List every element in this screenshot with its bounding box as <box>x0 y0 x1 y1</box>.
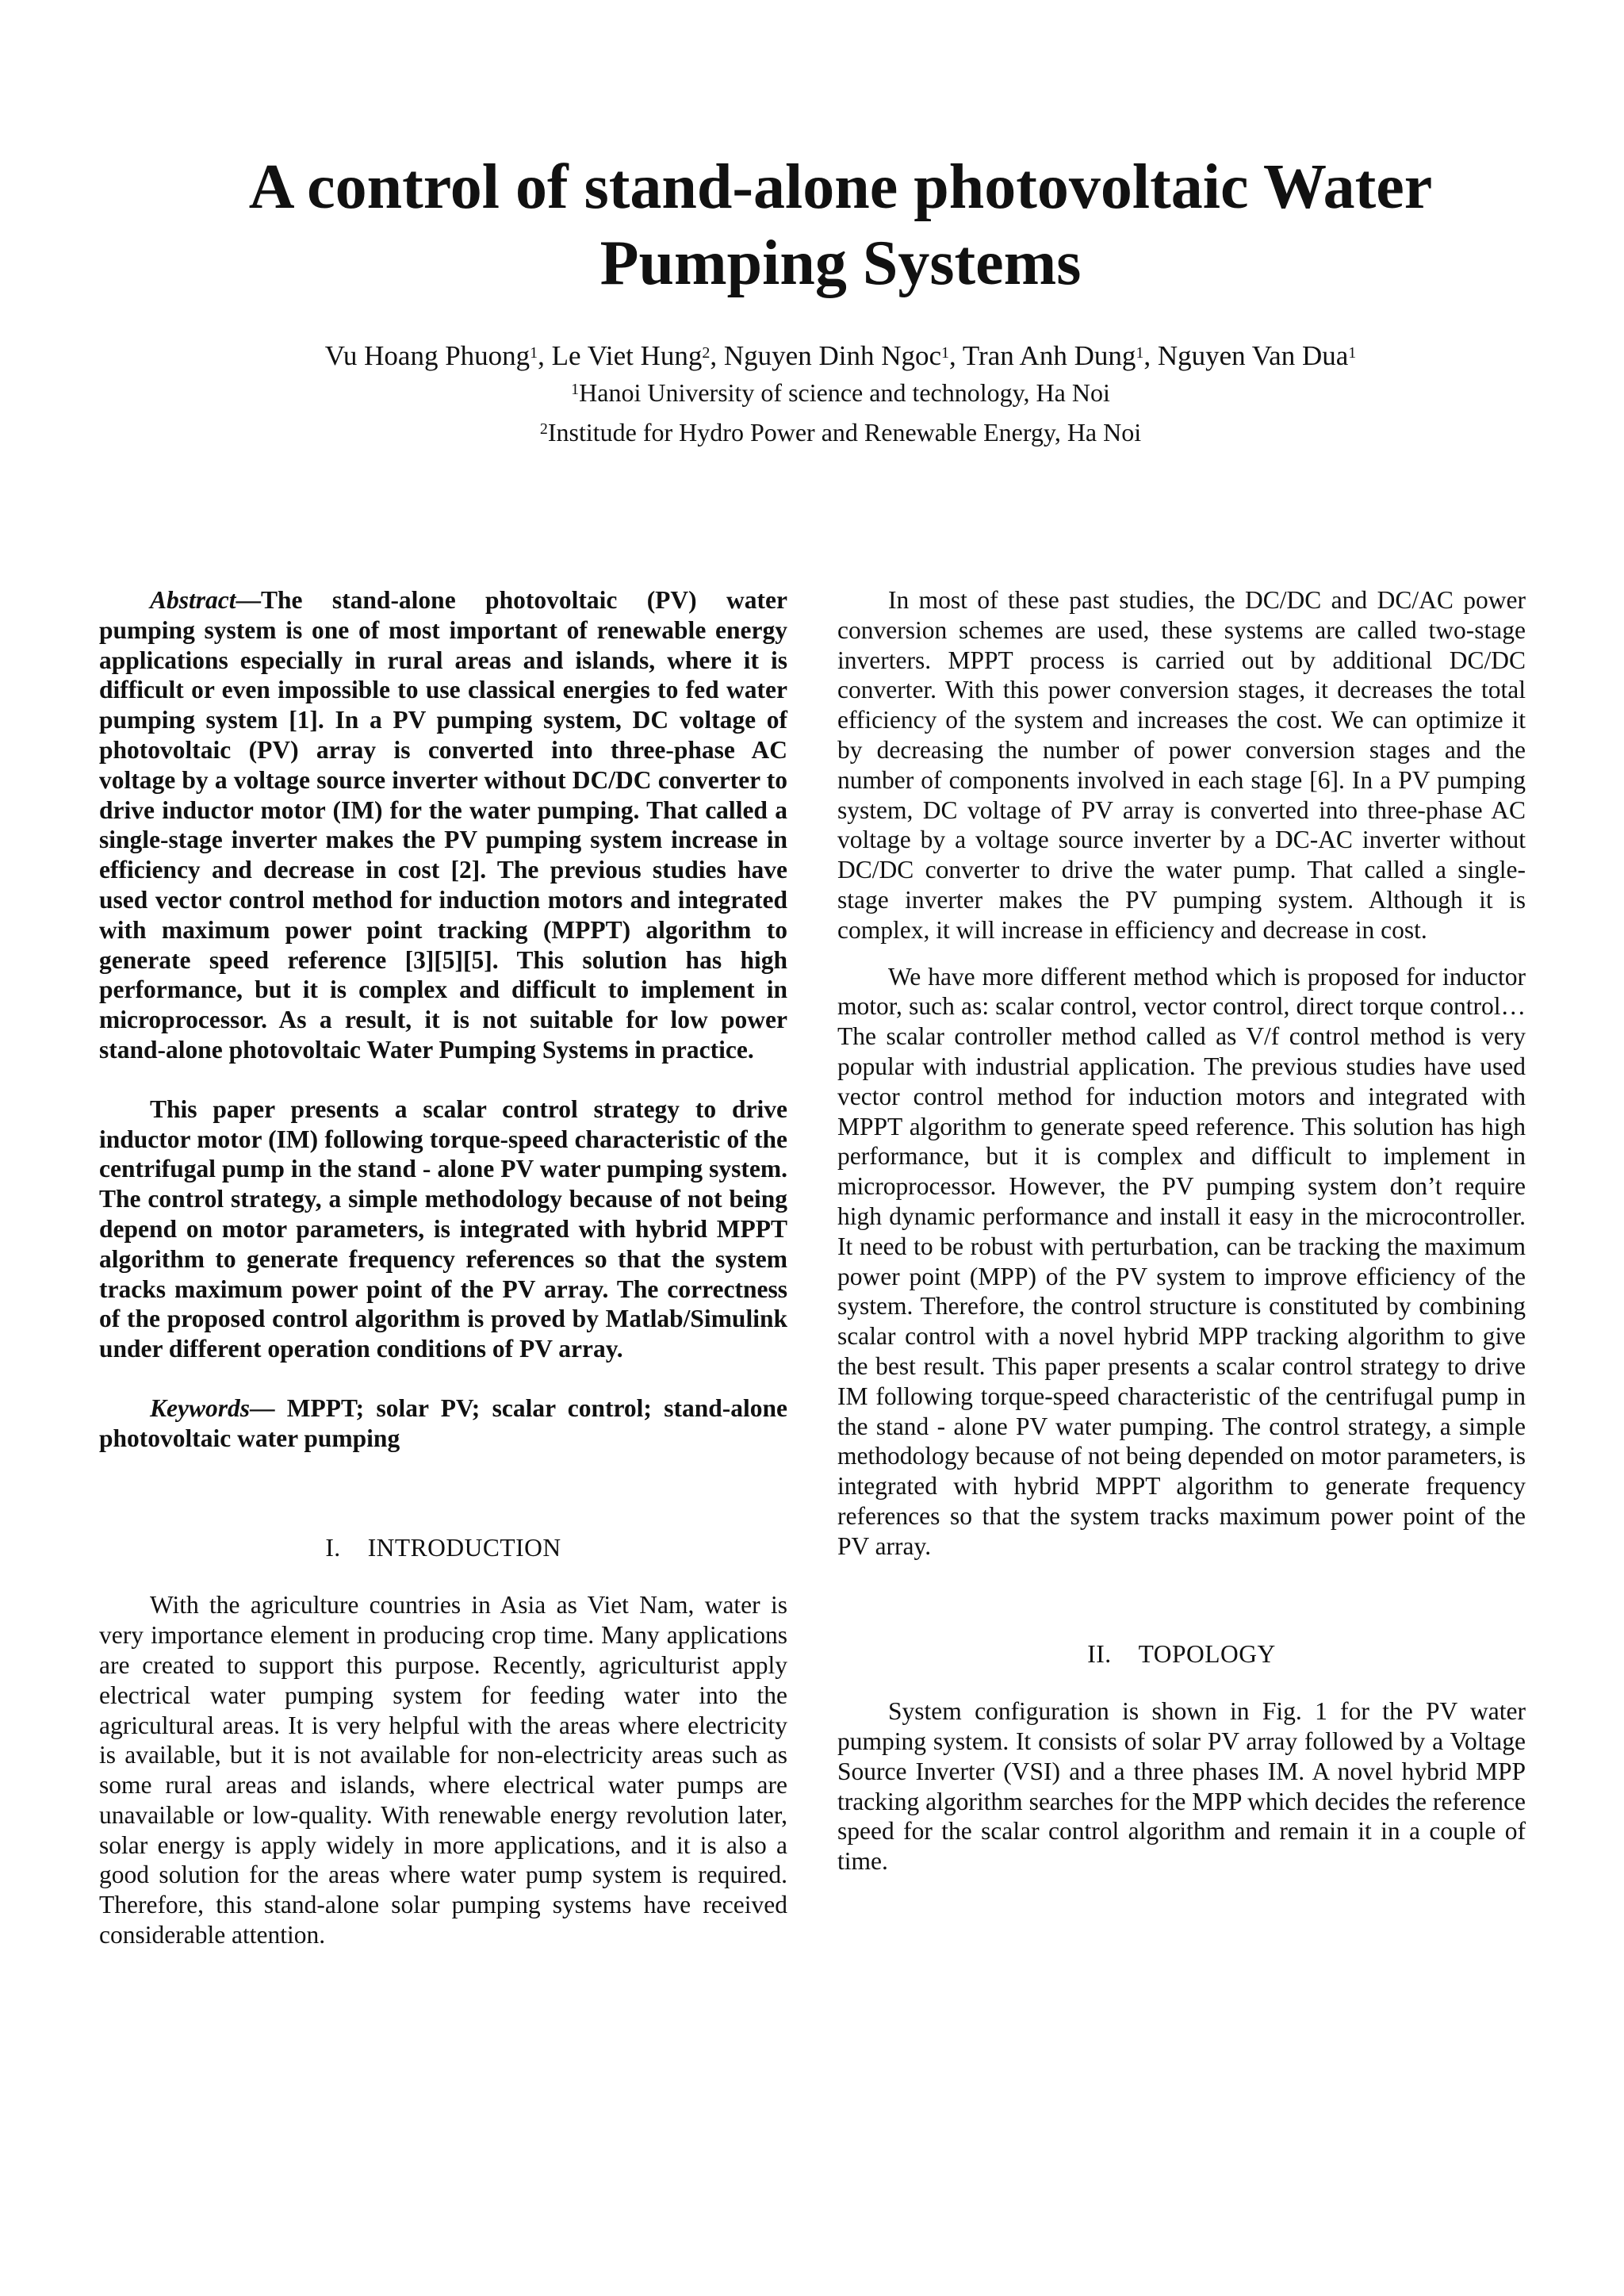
abstract-label: Abstract <box>150 586 236 614</box>
section-heading-topology: II. TOPOLOGY <box>1087 1639 1276 1668</box>
topology-paragraph: System configuration is shown in Fig. 1 for the PV water pumping system. It consists of solar PV array followed by a Voltage Source Inverter (VSI) and a three phases IM. A novel hybrid MPP tracking algorithm searches for the MPP which decides the reference speed for the scalar control algorithm and remain it in a couple of time. <box>837 1697 1526 1876</box>
keywords-label: Keywords <box>150 1393 250 1422</box>
author: Tran Anh Dung$^1$, <box>962 340 1158 371</box>
paper-title: A control of stand-alone photovoltaic Water Pumping Systems <box>248 152 1433 298</box>
author: Nguyen Van Dua$^1$ <box>1157 340 1357 371</box>
intro-paragraph: With the agriculture countries in Asia as Viet Nam, water is very importance element in producing crop time. Many applications are created to support this purpose. Recently, agriculturist apply electrical water pumping system for feeding water into the agricultural areas. It is very helpful with the areas where electricity is available, but it is not available for non-electricity areas such as some rural areas and islands, where electrical water pumps are unavailable or low-quality. With renewable energy revolution later, solar energy is apply widely in more applications, and it is also a good solution for the areas where water pump system is required. Therefore, this stand-alone solar pumping systems have received considerable attention. <box>99 1591 787 1949</box>
author: Vu Hoang Phuong$^1$, <box>324 340 552 371</box>
affiliation: $^1$Hanoi University of science and technology, Ha Noi <box>571 378 1110 407</box>
section-heading-introduction: I. INTRODUCTION <box>325 1533 561 1562</box>
author: Le Viet Hung$^2$, <box>551 340 724 371</box>
keywords: Keywords— MPPT; solar PV; scalar control; stand-alone photovoltaic water pumping <box>99 1393 787 1452</box>
left-column <box>99 585 787 1950</box>
affiliation: $^2$Institude for Hydro Power and Renewable Energy, Ha Noi <box>539 418 1142 447</box>
right-column <box>837 585 1526 1876</box>
author: Nguyen Dinh Ngoc$^1$, <box>723 340 963 371</box>
author-list <box>119 338 1562 374</box>
body-paragraph: We have more different method which is proposed for inductor motor, such as: scalar control, vector control, direct torque control… The scalar controller method called as V/f control method is very popular with industrial application. The previous studies have used vector control method for induction motors and integrated with MPPT algorithm to generate speed reference. This solution has high performance, but it is complex and difficult to implement in microprocessor. However, the PV pumping system don’t require high dynamic performance and install it easy in the microcontroller. It need to be robust with perturbation, can be tracking the maximum power point (MPP) of the PV system to improve efficiency of the system. Therefore, the control structure is constituted by combining scalar control with a novel hybrid MPP tracking algorithm to give the best result. This paper presents a scalar control strategy to drive IM following torque-speed characteristic of the centrifugal pump in the stand - alone PV water pumping. The control strategy, a simple methodology because of not being depended on motor parameters, is integrated with hybrid MPPT algorithm to generate frequency references so that the system tracks maximum power point of the PV array. <box>837 962 1526 1560</box>
body-paragraph: In most of these past studies, the DC/DC and DC/AC power conversion schemes are used, these systems are called two-stage inverters. MPPT process is carried out by additional DC/DC converter. With this power conversion stages, it decreases the total efficiency of the system and increases the cost. We can optimize it by decreasing the number of power conversion stages and the number of components involved in each stage [6]. In a PV pumping system, DC voltage of PV array is converted into three-phase AC voltage by a voltage source inverter by a DC-AC inverter without DC/DC converter to drive the water pump. That called a single-stage inverter makes the PV pumping system. Although it is complex, it will increase in efficiency and decrease in cost. <box>837 586 1526 944</box>
abstract-paragraph-2: This paper presents a scalar control strategy to drive inductor motor (IM) following torque-speed characteristic of the centrifugal pump in the stand - alone PV water pumping system. The control strategy, a simple methodology because of not being depend on motor parameters, is integrated with hybrid MPPT algorithm to generate frequency references so that the system tracks maximum power point of the PV array. The correctness of the proposed control algorithm is proved by Matlab/Simulink under different operation conditions of PV array. <box>99 1094 787 1363</box>
abstract: Abstract—The stand-alone photovoltaic (PV) water pumping system is one of most important of renewable energy applications especially in rural areas and islands, where it is difficult or even impossible to use classical energies to fed water pumping system [1]. In a PV pumping system, DC voltage of photovoltaic (PV) array is converted into three-phase AC voltage by a voltage source inverter without DC/DC converter to drive inductor motor (IM) for the water pumping. That called a single-stage inverter makes the PV pumping system increase in efficiency and decrease in cost [2]. The previous studies have used vector control method for induction motors and integrated with maximum power point tracking (MPPT) algorithm to generate speed reference [3][5][5]. This solution has high performance, but it is complex and difficult to implement in microprocessor. As a result, it is not suitable for low power stand-alone photovoltaic Water Pumping Systems in practice. <box>99 586 787 1064</box>
